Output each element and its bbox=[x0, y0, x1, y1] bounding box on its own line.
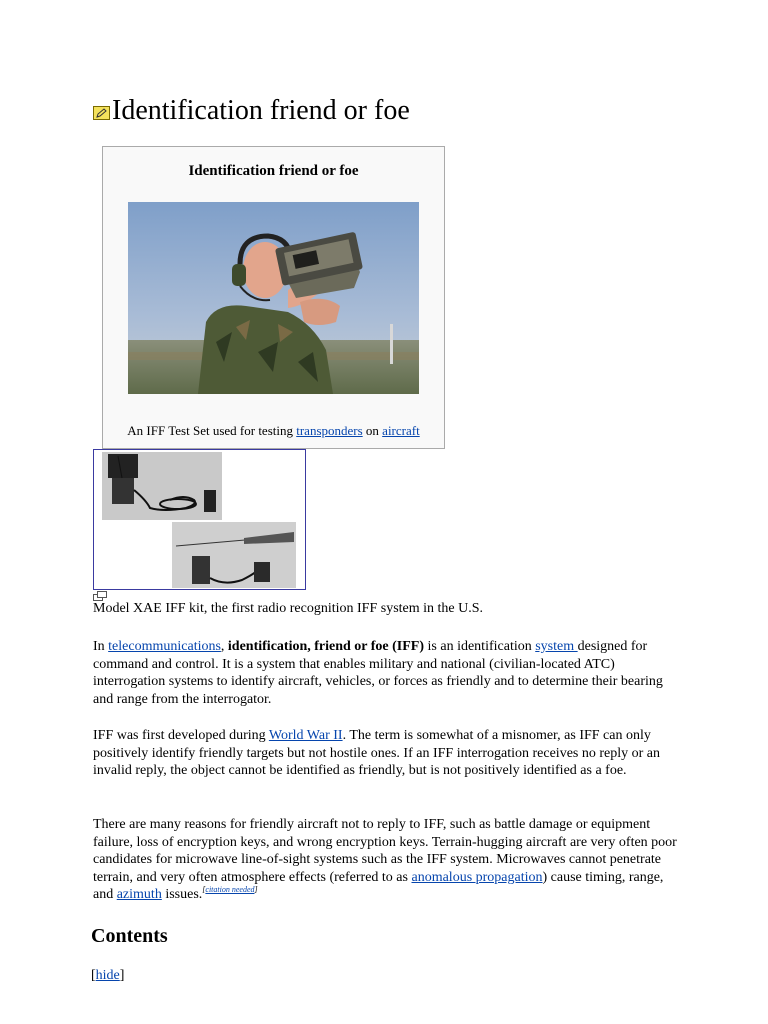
bracket-open: [ bbox=[91, 968, 96, 983]
paragraph-reasons bbox=[93, 816, 678, 904]
para1-text: , bbox=[220, 639, 228, 654]
paragraph-history bbox=[93, 727, 678, 780]
infobox-caption-on: on bbox=[362, 423, 383, 438]
infobox bbox=[102, 146, 445, 449]
citation-needed[interactable]: [citation needed] bbox=[202, 885, 258, 895]
infobox-caption-text: An IFF Test Set used for testing bbox=[127, 423, 297, 438]
para1-text: In bbox=[93, 639, 109, 654]
iff-test-set-photo[interactable] bbox=[128, 202, 419, 394]
aircraft-link[interactable]: aircraft bbox=[382, 423, 420, 438]
para1-text: is an identification bbox=[424, 639, 536, 654]
xae-iff-kit-image[interactable] bbox=[93, 449, 306, 590]
para2-text: . The term is somewhat of a misnomer, as IFF can only positively identify friendly targets but not hostile ones. If an IFF interrogation receives no reply or an invalid reply, the object cannot be identified as friendly, but is not positively identified as a foe. bbox=[93, 728, 660, 779]
page-title-text: Identification friend or foe bbox=[112, 95, 410, 126]
system-link[interactable]: system bbox=[535, 639, 578, 654]
para1-text: designed for command and control. It is a system that enables military and national (civilian-located ATC) interrogation systems to identify aircraft, vehicles, or forces as friendly and to determine their bearing and range from the interrogator. bbox=[93, 639, 663, 707]
world-war-ii-link[interactable]: World War II bbox=[268, 728, 343, 743]
infobox-title: Identification friend or foe bbox=[188, 163, 359, 179]
term-bold: identification, friend or foe (IFF) bbox=[227, 639, 425, 654]
para3-text: ) cause timing, range, and bbox=[93, 869, 664, 903]
infobox-caption bbox=[103, 423, 444, 439]
edit-pencil-icon[interactable] bbox=[93, 106, 110, 120]
enlarge-icon[interactable] bbox=[93, 591, 107, 601]
paragraph-intro bbox=[93, 638, 678, 708]
hide-toc-link[interactable]: hide bbox=[95, 968, 120, 983]
para2-text: IFF was first developed during bbox=[93, 728, 269, 743]
transponders-link[interactable]: transponders bbox=[296, 423, 363, 438]
para3-text: There are many reasons for friendly aircraft not to reply to IFF, such as battle damage or equipment failure, loss of encryption keys, and wrong encryption keys. Terrain-hugging aircraft are very often poor candidates for microwave line-of-sight systems such as the IFF system. Microwaves cannot penetrate terrain, and very often atmosphere effects (referred to as bbox=[93, 817, 677, 885]
page-title bbox=[93, 94, 410, 128]
citation-needed-link[interactable]: citation needed bbox=[205, 885, 255, 895]
figure-caption: Model XAE IFF kit, the first radio recognition IFF system in the U.S. bbox=[93, 601, 484, 616]
azimuth-link[interactable]: azimuth bbox=[116, 887, 162, 903]
toc-toggle bbox=[91, 968, 124, 984]
telecommunications-link[interactable]: telecommunications bbox=[108, 639, 221, 654]
para3-text: issues. bbox=[161, 887, 203, 903]
bracket-close: ] bbox=[119, 968, 125, 983]
anomalous-propagation-link[interactable]: anomalous propagation bbox=[411, 869, 543, 885]
contents-heading: Contents bbox=[91, 925, 168, 947]
